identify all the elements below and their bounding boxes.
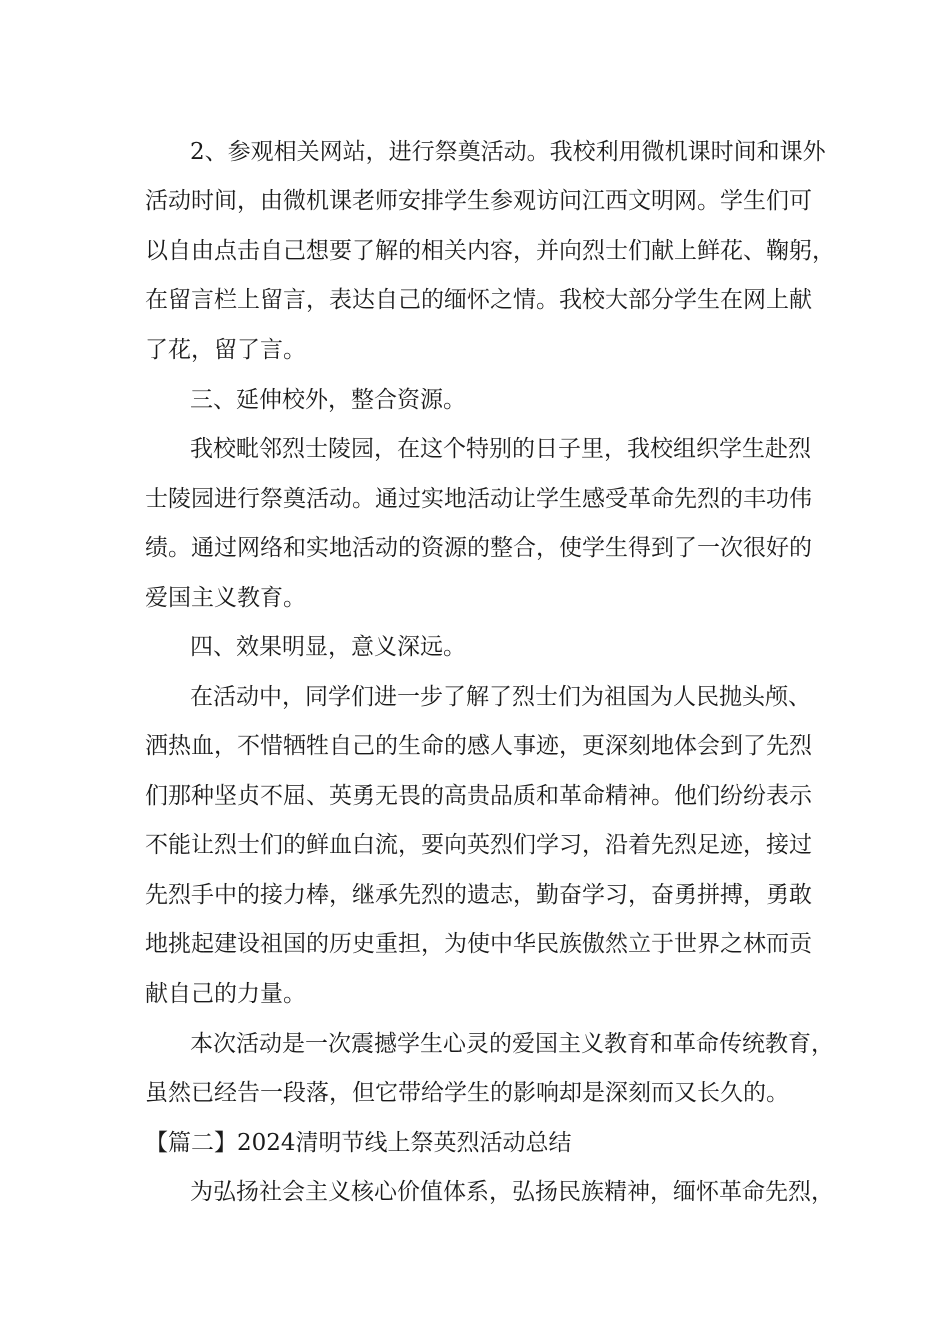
paragraph-line: 本次活动是一次震撼学生心灵的爱国主义教育和革命传统教育， — [190, 1031, 834, 1057]
paragraph-line: 献自己的力量。 — [145, 981, 306, 1007]
paragraph-line: 绩。通过网络和实地活动的资源的整合，使学生得到了一次很好的 — [145, 535, 812, 561]
paragraph-line: 以自由点击自己想要了解的相关内容，并向烈士们献上鲜花、鞠躬， — [145, 238, 835, 264]
paragraph-line: 活动时间，由微机课老师安排学生参观访问江西文明网。学生们可 — [145, 188, 812, 214]
paragraph-line: 为弘扬社会主义核心价值体系，弘扬民族精神，缅怀革命先烈， — [190, 1179, 834, 1205]
paragraph-line: 爱国主义教育。 — [145, 585, 306, 611]
article-title: 【篇二】2024清明节线上祭英烈活动总结 — [145, 1130, 572, 1156]
paragraph-line: 先烈手中的接力棒，继承先烈的遗志，勤奋学习，奋勇拼搏，勇敢 — [145, 882, 812, 908]
paragraph-line: 了花，留了言。 — [145, 337, 306, 363]
paragraph-line: 虽然已经告一段落，但它带给学生的影响却是深刻而又长久的。 — [145, 1080, 789, 1106]
paragraph-line: 在留言栏上留言，表达自己的缅怀之情。我校大部分学生在网上献 — [145, 287, 812, 313]
paragraph-line: 我校毗邻烈士陵园，在这个特别的日子里，我校组织学生赴烈 — [190, 436, 811, 462]
paragraph-line: 在活动中，同学们进一步了解了烈士们为祖国为人民抛头颅、 — [190, 684, 811, 710]
paragraph-line: 洒热血，不惜牺牲自己的生命的感人事迹，更深刻地体会到了先烈 — [145, 733, 812, 759]
paragraph-line: 士陵园进行祭奠活动。通过实地活动让学生感受革命先烈的丰功伟 — [145, 486, 812, 512]
paragraph-line: 2、参观相关网站，进行祭奠活动。我校利用微机课时间和课外 — [190, 139, 826, 165]
section-heading: 三、延伸校外，整合资源。 — [190, 387, 466, 413]
section-heading: 四、效果明显，意义深远。 — [190, 634, 466, 660]
paragraph-line: 不能让烈士们的鲜血白流，要向英烈们学习，沿着先烈足迹，接过 — [145, 832, 812, 858]
paragraph-line: 地挑起建设祖国的历史重担，为使中华民族傲然立于世界之林而贡 — [145, 931, 812, 957]
paragraph-line: 们那种坚贞不屈、英勇无畏的高贵品质和革命精神。他们纷纷表示 — [145, 783, 812, 809]
